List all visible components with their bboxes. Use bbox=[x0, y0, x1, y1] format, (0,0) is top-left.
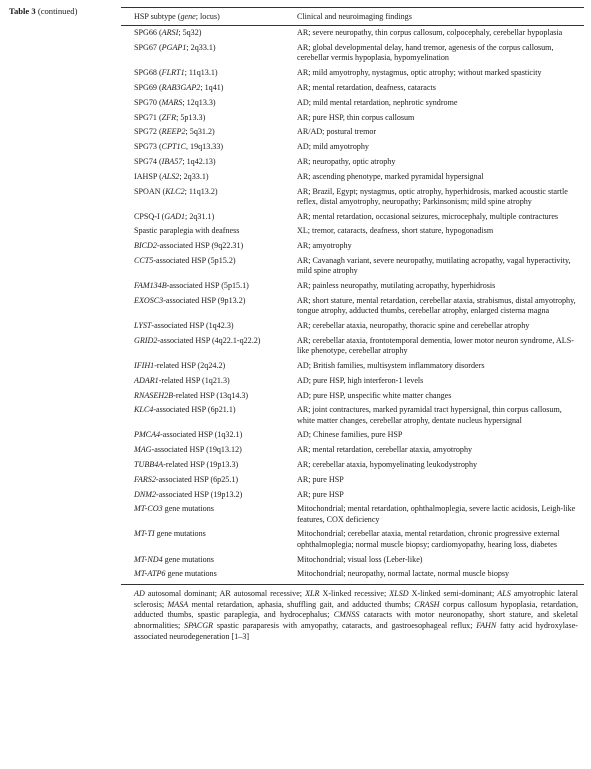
cell-findings: AD; pure HSP, high interferon-1 levels bbox=[297, 375, 424, 385]
cell-findings: AR/AD; postural tremor bbox=[297, 127, 377, 137]
table-row bbox=[121, 336, 584, 357]
table-row bbox=[121, 28, 584, 38]
cell-subtype: CCT5-associated HSP (5p15.2) bbox=[134, 256, 236, 266]
cell-subtype: LYST-associated HSP (1q42.3) bbox=[134, 321, 234, 331]
cell-subtype: IAHSP (ALS2; 2q33.1) bbox=[134, 171, 209, 181]
cell-subtype: PMCA4-associated HSP (1q32.1) bbox=[134, 430, 243, 440]
cell-findings: AR; Cavanagh variant, severe neuropathy, mutilating acropathy, vagal hyperactivity, mild spine atrophy bbox=[297, 256, 571, 276]
cell-subtype: KLC4-associated HSP (6p21.1) bbox=[134, 405, 236, 415]
cell-subtype: MAG-associated HSP (19q13.12) bbox=[134, 445, 242, 455]
cell-findings: AR; mild amyotrophy, nystagmus, optic atrophy; without marked spasticity bbox=[297, 68, 542, 78]
cell-subtype: CPSQ-I (GAD1; 2q31.1) bbox=[134, 211, 215, 221]
table-caption bbox=[9, 6, 77, 17]
table-row bbox=[121, 321, 584, 331]
cell-findings: AR; cerebellar ataxia, frontotemporal dementia, lower motor neuron syndrome, ALS-like phenotype, cerebellar atrophy bbox=[297, 335, 574, 356]
cell-findings: AR; Brazil, Egypt; nystagmus, optic atrophy, hyperhidrosis, marked acoustic startle reflex, distal amyotrophy, neuropathy; Parkinsonism; mild spine atrophy bbox=[297, 186, 568, 206]
table-row bbox=[121, 445, 584, 455]
cell-findings: AD; pure HSP, unspecific white matter changes bbox=[297, 390, 452, 400]
cell-findings: AR; pure HSP bbox=[297, 474, 344, 484]
table-row bbox=[121, 569, 584, 579]
cell-findings: XL; tremor, cataracts, deafness, short stature, hypogonadism bbox=[297, 226, 494, 236]
cell-findings: AR; neuropathy, optic atrophy bbox=[297, 156, 396, 166]
cell-findings: AD; Chinese families, pure HSP bbox=[297, 430, 403, 440]
table-row bbox=[121, 281, 584, 291]
cell-findings: AD; mild amyotrophy bbox=[297, 142, 369, 152]
cell-findings: AR; mental retardation, deafness, cataracts bbox=[297, 82, 436, 92]
cell-findings: AR; joint contractures, marked pyramidal tract hypersignal, thin corpus callosum, white matter changes, cerebellar atrophy, dentate nucleus hypersignal bbox=[297, 405, 562, 425]
table-row bbox=[121, 172, 584, 182]
table-row bbox=[121, 504, 584, 525]
table-row bbox=[121, 405, 584, 426]
table-label: Table 3 bbox=[9, 6, 36, 16]
cell-subtype: BICD2-associated HSP (9q22.31) bbox=[134, 241, 244, 251]
table-row bbox=[121, 475, 584, 485]
table-row bbox=[121, 430, 584, 440]
cell-subtype: SPG68 (FLRT1; 11q13.1) bbox=[134, 68, 218, 78]
table-body bbox=[121, 26, 584, 579]
table-row bbox=[121, 391, 584, 401]
cell-findings: Mitochondrial; cerebellar ataxia, mental retardation, chronic progressive external ophthalmoplegia; normal muscle biopsy; cardiomyopathy, hearing loss, diabetes bbox=[297, 529, 560, 549]
cell-findings: Mitochondrial; visual loss (Leber-like) bbox=[297, 554, 423, 564]
table-row bbox=[121, 142, 584, 152]
cell-subtype: MT-ATP6 gene mutations bbox=[134, 569, 217, 579]
cell-findings: AD; mild mental retardation, nephrotic syndrome bbox=[297, 97, 458, 107]
table-row bbox=[121, 212, 584, 222]
table-row bbox=[121, 555, 584, 565]
table-row bbox=[121, 113, 584, 123]
cell-findings: AR; pure HSP, thin corpus callosum bbox=[297, 112, 415, 122]
table-row bbox=[121, 296, 584, 317]
header-subtype: HSP subtype (gene; locus) bbox=[134, 12, 220, 21]
header-findings: Clinical and neuroimaging findings bbox=[297, 12, 412, 21]
table-row bbox=[121, 187, 584, 208]
cell-subtype: SPOAN (KLC2; 11q13.2) bbox=[134, 186, 218, 196]
table-row bbox=[121, 529, 584, 550]
cell-subtype: SPG72 (REEP2; 5q31.2) bbox=[134, 127, 215, 137]
table-row bbox=[121, 241, 584, 251]
cell-subtype: Spastic paraplegia with deafness bbox=[134, 226, 240, 236]
table-row bbox=[121, 43, 584, 64]
cell-findings: AR; cerebellar ataxia, hypomyelinating leukodystrophy bbox=[297, 460, 478, 469]
table-row bbox=[121, 361, 584, 371]
cell-subtype: SPG73 (CPT1C, 19q13.33) bbox=[134, 142, 224, 152]
table-row bbox=[121, 127, 584, 137]
cell-findings: AR; mental retardation, occasional seizures, microcephaly, multiple contractures bbox=[297, 211, 559, 221]
cell-subtype: RNASEH2B-related HSP (13q14.3) bbox=[134, 390, 249, 400]
cell-findings: AR; short stature, mental retardation, cerebellar ataxia, strabismus, distal amyotrophy, tongue atrophy, adducted thumbs, cerebellar atrophy, enlarged cisterna magna bbox=[297, 295, 576, 316]
table-row bbox=[121, 157, 584, 167]
cell-findings: AR; amyotrophy bbox=[297, 241, 352, 251]
table-row bbox=[121, 490, 584, 500]
cell-subtype: SPG74 (IBA57; 1q42.13) bbox=[134, 156, 216, 166]
table-caption-suffix: (continued) bbox=[37, 6, 78, 16]
table-header bbox=[121, 8, 584, 25]
hsp-table bbox=[121, 7, 584, 642]
cell-findings: AR; global developmental delay, hand tremor, agenesis of the corpus callosum, cerebellar vermis hypoplasia, hypomyelination bbox=[297, 43, 554, 63]
cell-subtype: MT-ND4 gene mutations bbox=[134, 554, 214, 564]
cell-findings: Mitochondrial; mental retardation, ophthalmoplegia, severe lactic acidosis, Leigh-like features, COX deficiency bbox=[297, 504, 576, 524]
cell-findings: AR; cerebellar ataxia, neuropathy, thoracic spine and cerebellar atrophy bbox=[297, 321, 530, 331]
table-footnote: AD autosomal dominant; AR autosomal recessive; XLR X-linked recessive; XLSD X-linked semi-dominant; ALS amyotrophic lateral sclerosis; MASA mental retardation, aphasia, shuffling gait, and adducted thumbs; CRASH corpus callosum hypoplasia, retardation, adducted thumbs, spastic paraplegia, and hydrocephalus; CMNSS cataracts with motor neuronopathy, short stature, and skeletal abnormalities; SPACGR spastic paraparesis with amyopathy, cataracts, and gastroesophageal reflux; FAHN fatty acid hydroxylase-associated neurodegeneration [1–3] bbox=[134, 589, 578, 641]
table-row bbox=[121, 83, 584, 93]
cell-subtype: SPG71 (ZFR; 5p13.3) bbox=[134, 112, 206, 122]
table-row bbox=[121, 376, 584, 386]
cell-findings: AR; ascending phenotype, marked pyramidal hypersignal bbox=[297, 171, 484, 181]
cell-subtype: SPG67 (PGAP1; 2q33.1) bbox=[134, 43, 216, 53]
table-row bbox=[121, 98, 584, 108]
cell-findings: AD; British families, multisystem inflammatory disorders bbox=[297, 360, 485, 370]
cell-subtype: TUBB4A-related HSP (19p13.3) bbox=[134, 460, 239, 469]
cell-subtype: ADAR1-related HSP (1q21.3) bbox=[134, 375, 230, 385]
cell-subtype: MT-TI gene mutations bbox=[134, 529, 206, 539]
table-row bbox=[121, 460, 584, 470]
cell-subtype: IFIH1-related HSP (2q24.2) bbox=[134, 360, 226, 370]
cell-findings: AR; pure HSP bbox=[297, 489, 344, 499]
cell-subtype: SPG70 (MARS; 12q13.3) bbox=[134, 97, 216, 107]
cell-findings: AR; painless neuropathy, mutilating acropathy, hyperhidrosis bbox=[297, 281, 496, 291]
cell-subtype: MT-CO3 gene mutations bbox=[134, 504, 214, 514]
cell-subtype: FARS2-associated HSP (6p25.1) bbox=[134, 474, 239, 484]
cell-subtype: SPG69 (RAB3GAP2; 1q41) bbox=[134, 82, 224, 92]
bottom-rule bbox=[121, 584, 584, 585]
cell-subtype: SPG66 (ARSI; 5q32) bbox=[134, 28, 202, 38]
cell-findings: AR; severe neuropathy, thin corpus callosum, colpocephaly, cerebellar hypoplasia bbox=[297, 28, 563, 38]
cell-subtype: GRID2-associated HSP (4q22.1-q22.2) bbox=[134, 335, 261, 345]
table-row bbox=[121, 68, 584, 78]
table-row bbox=[121, 256, 584, 277]
cell-findings: AR; mental retardation, cerebellar ataxia, amyotrophy bbox=[297, 445, 473, 455]
table-row bbox=[121, 226, 584, 236]
cell-subtype: EXOSC3-associated HSP (9p13.2) bbox=[134, 295, 246, 305]
cell-subtype: DNM2-associated HSP (19p13.2) bbox=[134, 489, 243, 499]
cell-findings: Mitochondrial; neuropathy, normal lactate, normal muscle biopsy bbox=[297, 569, 510, 579]
cell-subtype: FAM134B-associated HSP (5p15.1) bbox=[134, 281, 249, 291]
